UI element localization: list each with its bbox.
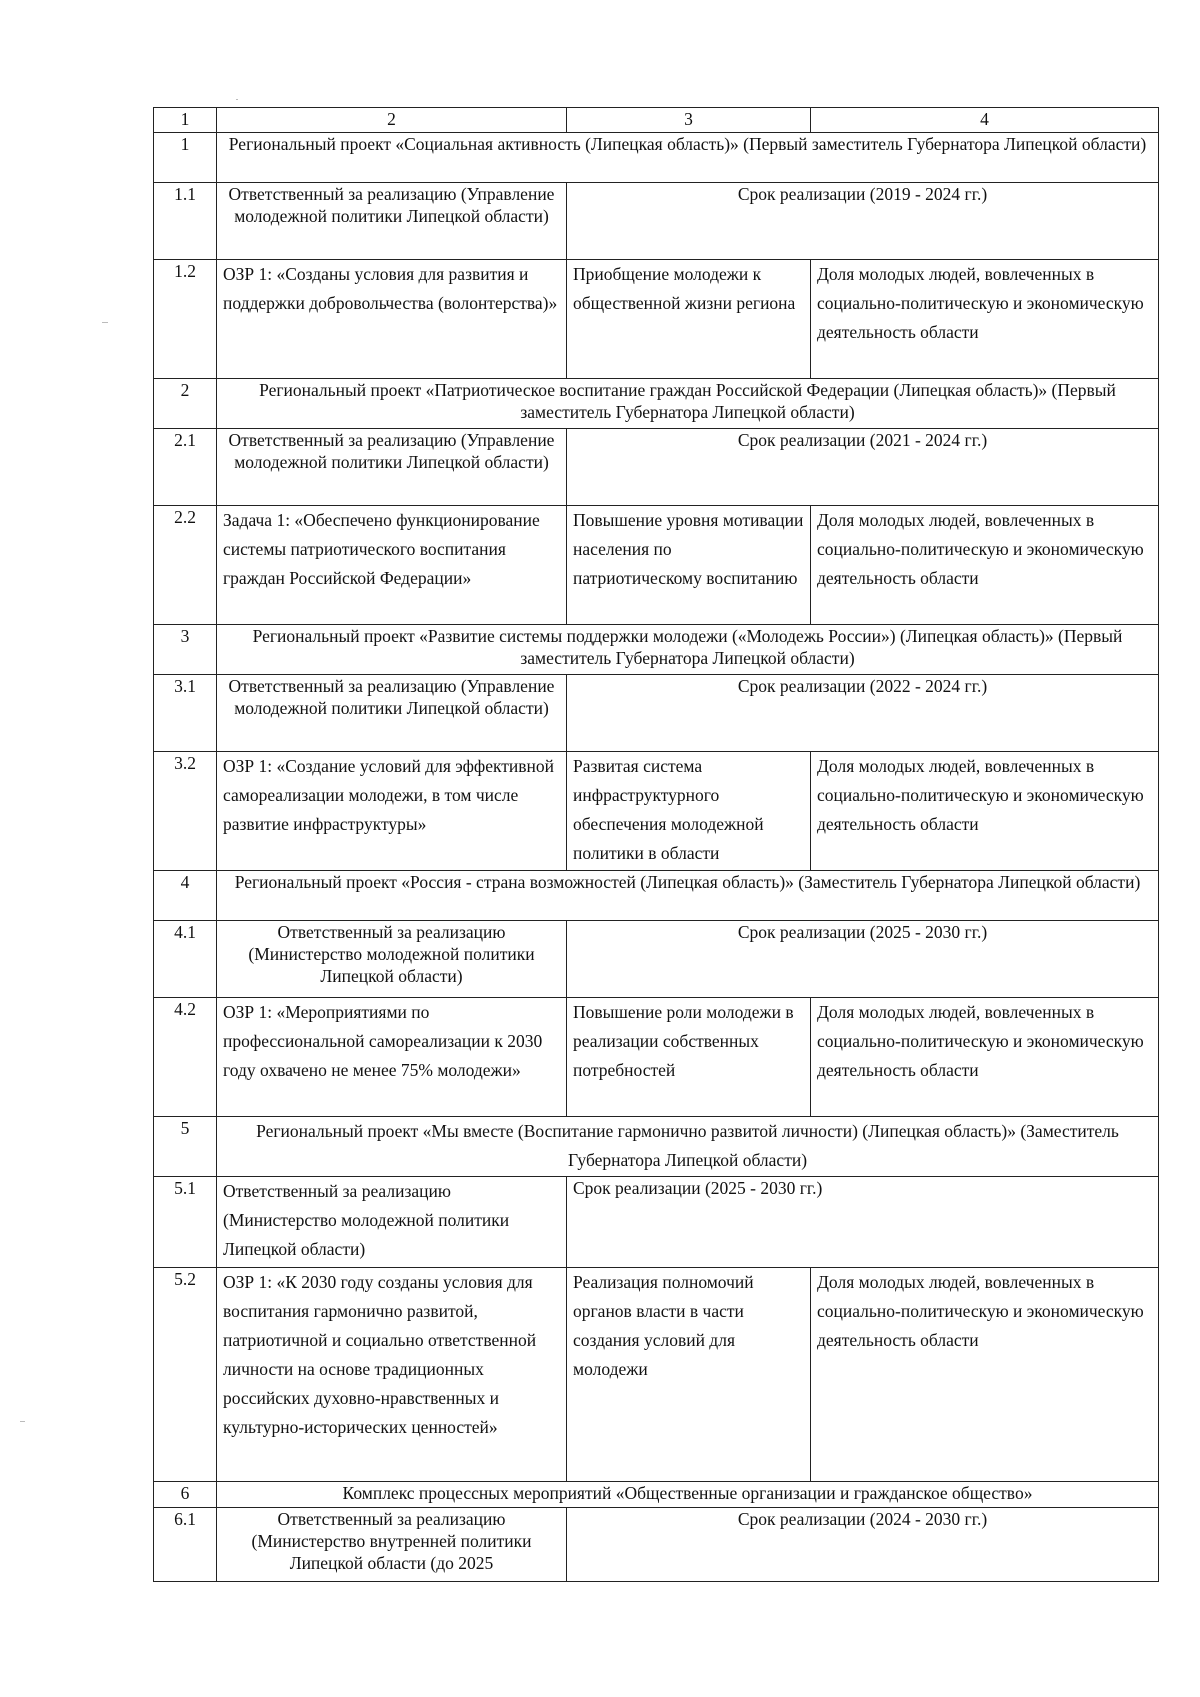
- project-title: Региональный проект «Развитие системы поддержки молодежи («Молодежь России») (Липецкая область)» (Первый заместитель Губернатора Липецкой области): [217, 625, 1159, 675]
- project-row: [154, 871, 1159, 921]
- row-number: 1.2: [154, 260, 217, 379]
- indicator-cell: Доля молодых людей, вовлеченных в социально-политическую и экономическую деятельность области: [811, 998, 1159, 1117]
- responsible-cell: Ответственный за реализацию (Управление молодежной политики Липецкой области): [217, 429, 567, 506]
- responsible-row: [154, 183, 1159, 260]
- term-cell: Срок реализации (2024 - 2030 гг.): [567, 1508, 1159, 1582]
- row-number: 4.1: [154, 921, 217, 998]
- row-number: 2.1: [154, 429, 217, 506]
- task-row: [154, 752, 1159, 871]
- term-cell: Срок реализации (2025 - 2030 гг.): [567, 921, 1159, 998]
- task-row: [154, 260, 1159, 379]
- responsible-cell: Ответственный за реализацию (Управление молодежной политики Липецкой области): [217, 675, 567, 752]
- project-title: Региональный проект «Патриотическое воспитание граждан Российской Федерации (Липецкая область)» (Первый заместитель Губернатора Липецкой области): [217, 379, 1159, 429]
- project-title: Региональный проект «Социальная активность (Липецкая область)» (Первый заместитель Губернатора Липецкой области): [217, 133, 1159, 183]
- row-number: 1: [154, 133, 217, 183]
- project-row: [154, 625, 1159, 675]
- scan-dot: [236, 99, 238, 100]
- indicator-cell: Доля молодых людей, вовлеченных в социально-политическую и экономическую деятельность области: [811, 752, 1159, 871]
- task-row: [154, 506, 1159, 625]
- row-number: 6: [154, 1482, 217, 1508]
- task-row: [154, 998, 1159, 1117]
- project-row: [154, 1482, 1159, 1508]
- responsible-cell: Ответственный за реализацию (Управление молодежной политики Липецкой области): [217, 183, 567, 260]
- effect-cell: Повышение уровня мотивации населения по патриотическому воспитанию: [567, 506, 811, 625]
- row-number: 4: [154, 871, 217, 921]
- row-number: 3.2: [154, 752, 217, 871]
- project-title: Региональный проект «Мы вместе (Воспитание гармонично развитой личности) (Липецкая область)» (Заместитель Губернатора Липецкой области): [217, 1117, 1159, 1177]
- task-cell: ОЗР 1: «Мероприятиями по профессиональной самореализации к 2030 году охвачено не менее 75% молодежи»: [217, 998, 567, 1117]
- project-row: [154, 133, 1159, 183]
- responsible-cell: Ответственный за реализацию (Министерство молодежной политики Липецкой области): [217, 1177, 567, 1268]
- term-cell: Срок реализации (2021 - 2024 гг.): [567, 429, 1159, 506]
- term-cell: Срок реализации (2019 - 2024 гг.): [567, 183, 1159, 260]
- header-col-3: 3: [567, 108, 811, 133]
- project-title: Комплекс процессных мероприятий «Общественные организации и гражданское общество»: [217, 1482, 1159, 1508]
- header-col-4: 4: [811, 108, 1159, 133]
- responsible-cell: Ответственный за реализацию (Министерство внутренней политики Липецкой области (до 2025: [217, 1508, 567, 1582]
- row-number: 5.2: [154, 1268, 217, 1482]
- responsible-row: [154, 429, 1159, 506]
- row-number: 1.1: [154, 183, 217, 260]
- row-number: 2: [154, 379, 217, 429]
- header-col-1: 1: [154, 108, 217, 133]
- indicator-cell: Доля молодых людей, вовлеченных в социально-политическую и экономическую деятельность области: [811, 1268, 1159, 1482]
- task-cell: Задача 1: «Обеспечено функционирование системы патриотического воспитания граждан Российской Федерации»: [217, 506, 567, 625]
- term-cell: Срок реализации (2025 - 2030 гг.): [567, 1177, 1159, 1268]
- scan-dot: [102, 322, 108, 323]
- responsible-row: [154, 1177, 1159, 1268]
- row-number: 4.2: [154, 998, 217, 1117]
- responsible-row: [154, 675, 1159, 752]
- task-cell: ОЗР 1: «Создание условий для эффективной самореализации молодежи, в том числе развитие инфраструктуры»: [217, 752, 567, 871]
- task-row: [154, 1268, 1159, 1482]
- task-cell: ОЗР 1: «Созданы условия для развития и поддержки добровольчества (волонтерства)»: [217, 260, 567, 379]
- row-number: 5: [154, 1117, 217, 1177]
- project-row: [154, 1117, 1159, 1177]
- indicator-cell: Доля молодых людей, вовлеченных в социально-политическую и экономическую деятельность области: [811, 506, 1159, 625]
- effect-cell: Приобщение молодежи к общественной жизни региона: [567, 260, 811, 379]
- effect-cell: Развитая система инфраструктурного обеспечения молодежной политики в области: [567, 752, 811, 871]
- project-title: Региональный проект «Россия - страна возможностей (Липецкая область)» (Заместитель Губернатора Липецкой области): [217, 871, 1159, 921]
- indicator-cell: Доля молодых людей, вовлеченных в социально-политическую и экономическую деятельность области: [811, 260, 1159, 379]
- scan-dot: [20, 1421, 25, 1422]
- row-number: 5.1: [154, 1177, 217, 1268]
- project-row: [154, 379, 1159, 429]
- row-number: 6.1: [154, 1508, 217, 1582]
- term-cell: Срок реализации (2022 - 2024 гг.): [567, 675, 1159, 752]
- effect-cell: Повышение роли молодежи в реализации собственных потребностей: [567, 998, 811, 1117]
- row-number: 3.1: [154, 675, 217, 752]
- effect-cell: Реализация полномочий органов власти в части создания условий для молодежи: [567, 1268, 811, 1482]
- responsible-row: [154, 1508, 1159, 1582]
- task-cell: ОЗР 1: «К 2030 году созданы условия для воспитания гармонично развитой, патриотичной и социально ответственной личности на основе традиционных российских духовно-нравственных и культурно-исторических ценностей»: [217, 1268, 567, 1482]
- row-number: 2.2: [154, 506, 217, 625]
- plan-table: [153, 107, 1159, 1582]
- responsible-cell: Ответственный за реализацию (Министерство молодежной политики Липецкой области): [217, 921, 567, 998]
- responsible-row: [154, 921, 1159, 998]
- header-col-2: 2: [217, 108, 567, 133]
- header-row: [154, 108, 1159, 133]
- row-number: 3: [154, 625, 217, 675]
